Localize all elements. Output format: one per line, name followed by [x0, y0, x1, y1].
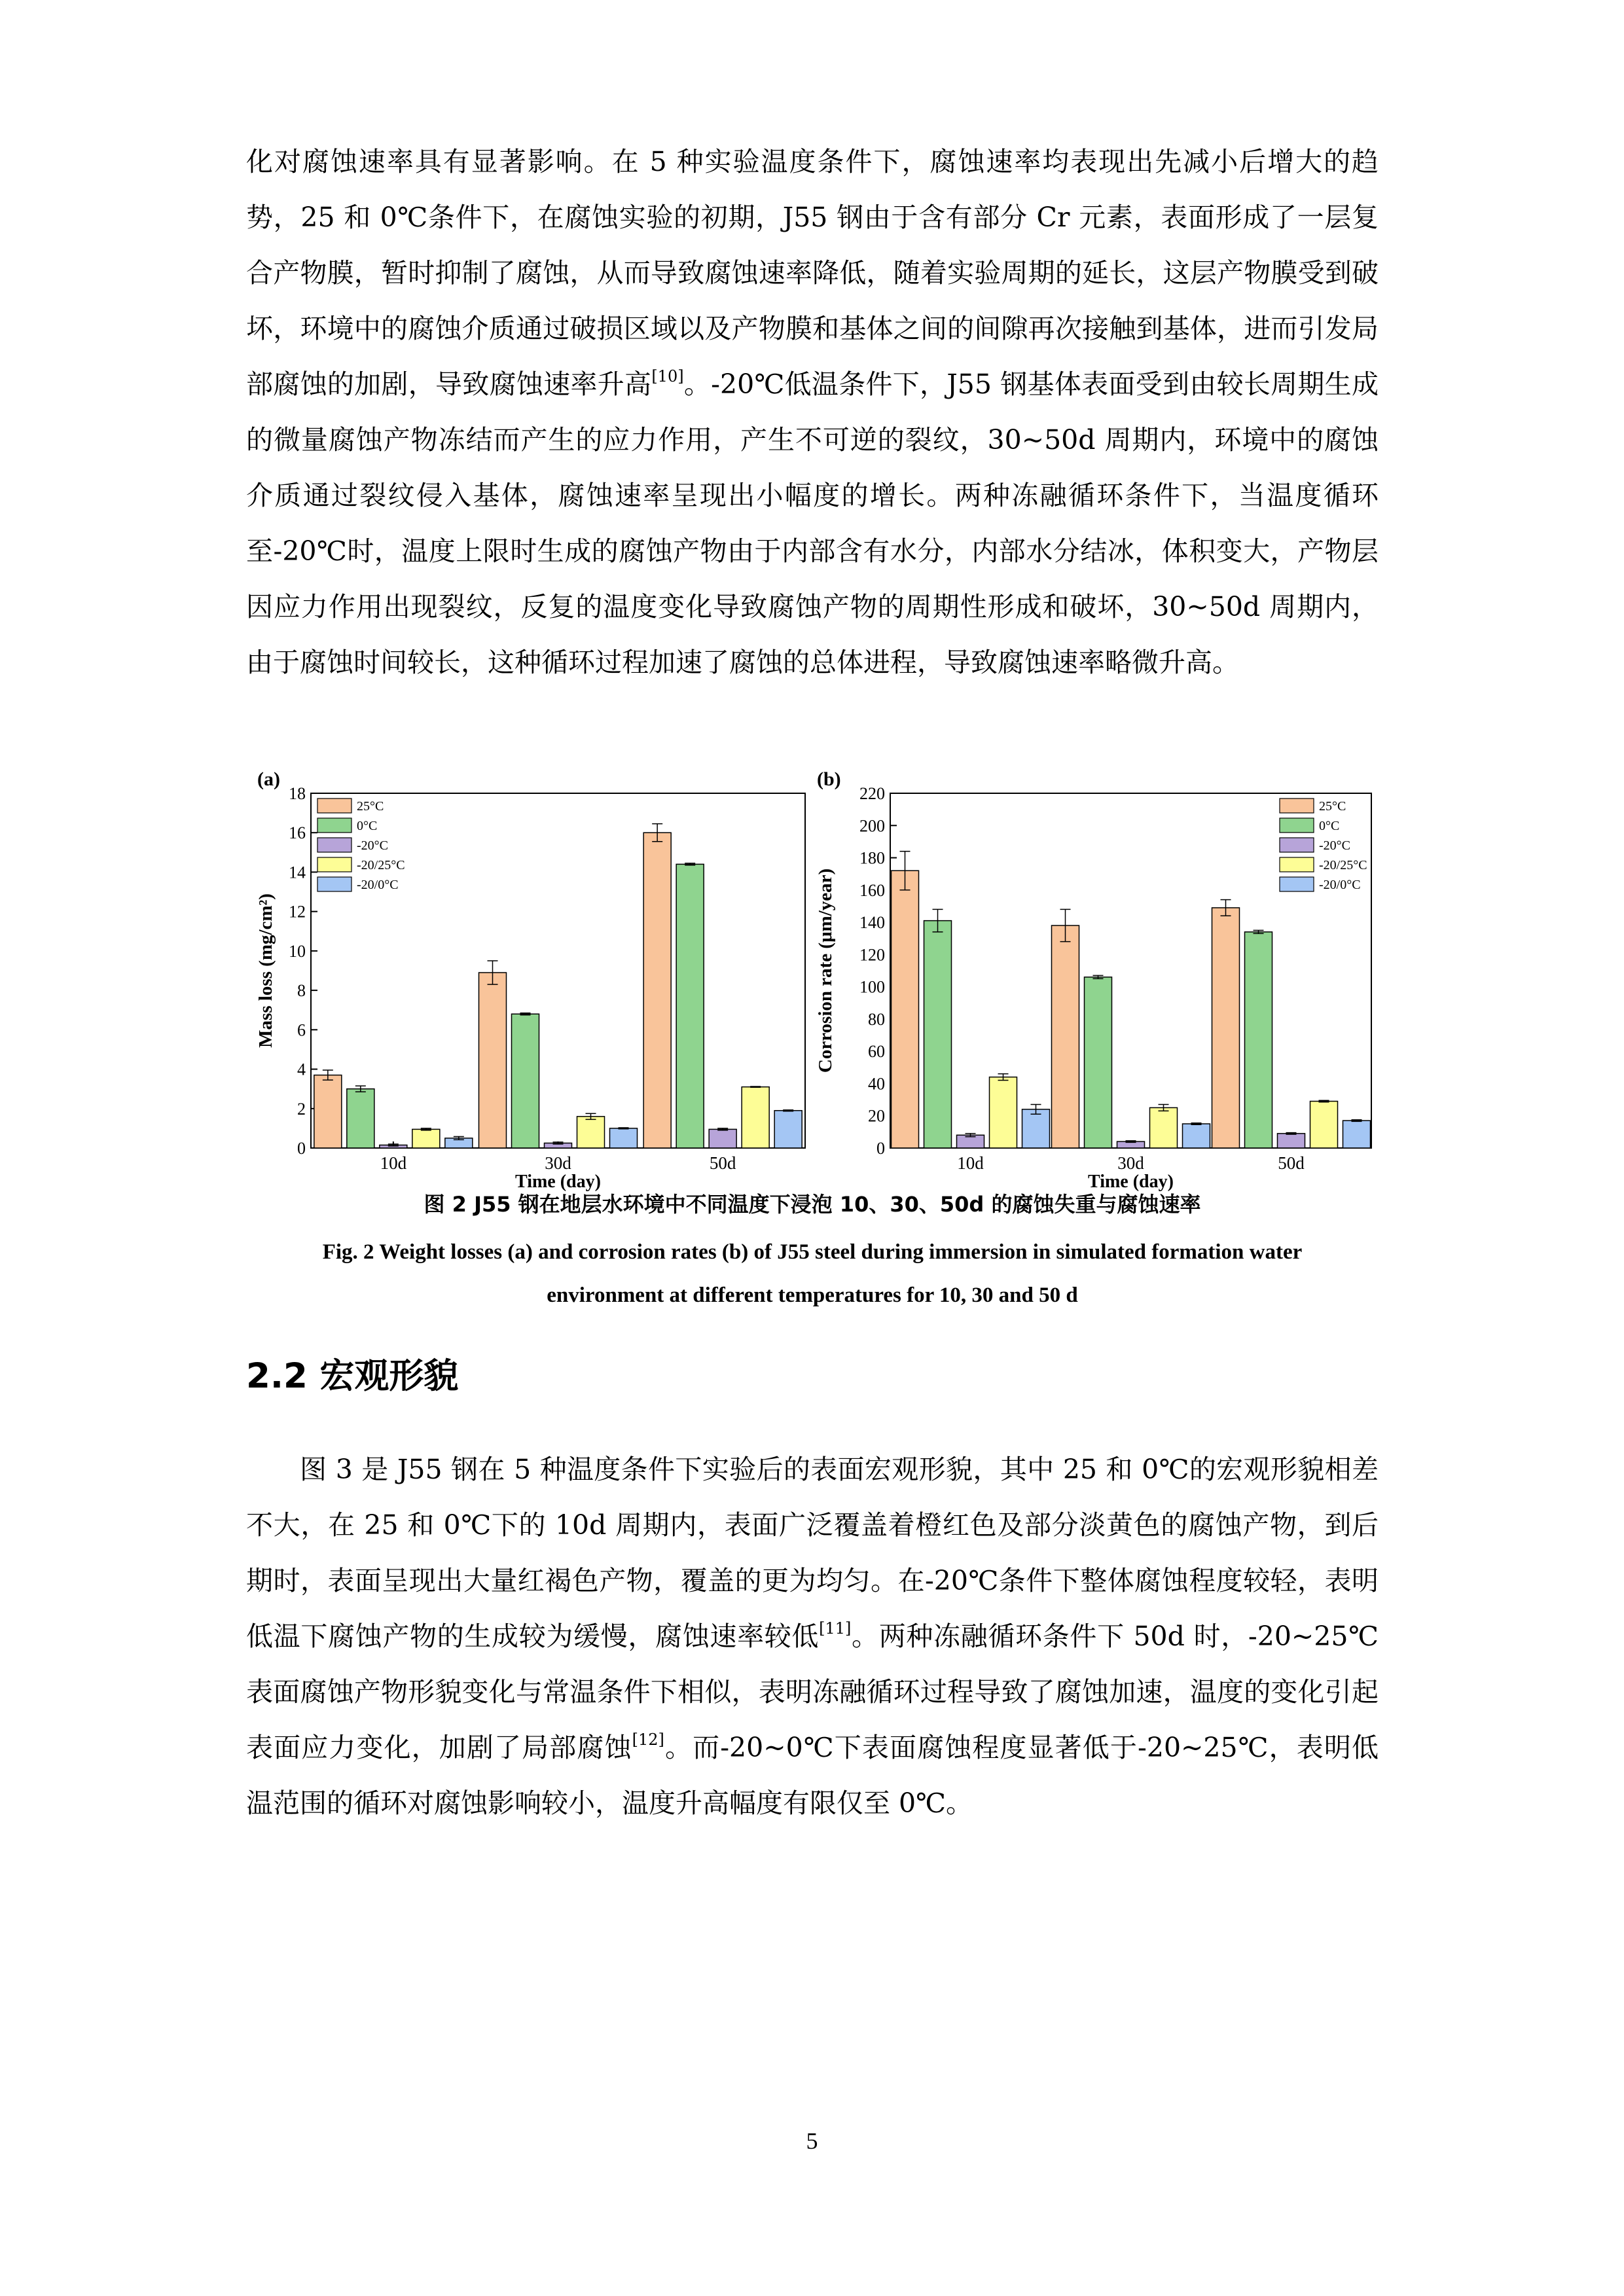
- x-tick-label: 10d: [380, 1153, 407, 1173]
- x-tick-label: 50d: [1278, 1153, 1305, 1173]
- bar--20/0°C-50d: [774, 1111, 802, 1148]
- y-tick-label: 80: [868, 1009, 885, 1029]
- paragraph-1: [246, 134, 1379, 691]
- legend-swatch-0°C: [1280, 818, 1314, 833]
- bar--20/25°C-30d: [1150, 1107, 1178, 1148]
- bar-25°C-10d: [892, 870, 919, 1148]
- legend-label: 0°C: [1319, 819, 1340, 833]
- y-tick-label: 60: [868, 1042, 885, 1062]
- figure-caption-en-line1: Fig. 2 Weight losses (a) and corrosion rates (b) of J55 steel during immersion in simulated formation water: [322, 1240, 1303, 1264]
- y-axis-label: Corrosion rate (μm/year): [815, 868, 836, 1073]
- legend-label: -20/0°C: [1319, 878, 1361, 892]
- bar-0°C-30d: [1085, 977, 1112, 1148]
- bar-0°C-50d: [1245, 932, 1272, 1148]
- y-tick-label: 12: [289, 902, 306, 922]
- legend-swatch--20°C: [317, 838, 352, 852]
- x-axis-label: Time (day): [1088, 1172, 1174, 1192]
- x-tick-label: 10d: [957, 1153, 984, 1173]
- bar--20/25°C-30d: [577, 1117, 605, 1148]
- figure-caption-cn: 图 2 J55 钢在地层水环境中不同温度下浸泡 10、30、50d 的腐蚀失重与腐蚀速率: [424, 1192, 1201, 1217]
- paragraph-2: [246, 1442, 1379, 1831]
- citation-10[interactable]: [10]: [651, 367, 684, 386]
- bar-25°C-30d: [1052, 925, 1079, 1148]
- y-tick-label: 160: [859, 880, 885, 900]
- y-tick-label: 220: [859, 784, 885, 803]
- bar-25°C-10d: [314, 1075, 342, 1148]
- paragraph-2-text-cont: 。两种冻融循环条件下 50d 时，-20~25℃表面腐蚀产物形貌变化与常温条件下相似，表明冻融循环过程导致了腐蚀加速，温度的变化引起表面应力变化，加剧了局部腐蚀: [246, 1621, 1379, 1763]
- x-tick-label: 50d: [709, 1153, 736, 1173]
- y-axis-label: Mass loss (mg/cm²): [255, 893, 276, 1048]
- y-tick-label: 200: [859, 816, 885, 836]
- bar-25°C-50d: [1212, 908, 1240, 1148]
- bar-0°C-10d: [347, 1089, 374, 1148]
- citation-11[interactable]: [11]: [819, 1619, 852, 1638]
- y-tick-label: 0: [876, 1139, 885, 1158]
- y-tick-label: 100: [859, 977, 885, 997]
- paragraph-2-text: 图 3 是 J55 钢在 5 种温度条件下实验后的表面宏观形貌，其中 25 和 0℃的宏观形貌相差不大，在 25 和 0℃下的 10d 周期内，表面广泛覆盖着橙红色及部分淡黄色的腐蚀产物，到后期时，表面呈现出大量红褐色产物，覆盖的更为均匀。在-20℃条件下整体腐蚀程度较轻，表明低温下腐蚀产物的生成较为缓慢，腐蚀速率较低: [246, 1454, 1379, 1652]
- panel-label: (a): [257, 768, 280, 790]
- bar-25°C-50d: [643, 833, 671, 1148]
- bar-0°C-10d: [924, 921, 952, 1148]
- legend-label: -20/25°C: [357, 858, 405, 872]
- citation-12[interactable]: [12]: [632, 1731, 664, 1749]
- legend-swatch--20/0°C: [317, 877, 352, 891]
- bar--20/0°C-30d: [1183, 1124, 1210, 1148]
- chart-mass-loss: [252, 766, 821, 1198]
- paragraph-2-text-end: 。而-20~0℃下表面腐蚀程度显著低于-20~25℃，表明低温范围的循环对腐蚀影响较小，温度升高幅度有限仅至 0℃。: [246, 1732, 1379, 1819]
- y-tick-label: 180: [859, 848, 885, 868]
- figure-caption-en-line2: environment at different temperatures for 10, 30 and 50 d: [547, 1283, 1078, 1307]
- y-tick-label: 120: [859, 945, 885, 965]
- bar-25°C-30d: [479, 973, 507, 1148]
- page-number: 5: [806, 2128, 818, 2154]
- y-tick-label: 40: [868, 1074, 885, 1094]
- bar--20/25°C-50d: [1310, 1102, 1338, 1148]
- legend-swatch--20/25°C: [317, 857, 352, 872]
- bar--20/25°C-50d: [742, 1087, 769, 1148]
- figure-caption-en: [246, 1230, 1379, 1317]
- y-tick-label: 18: [289, 784, 306, 803]
- y-tick-label: 2: [297, 1099, 306, 1119]
- bar--20/0°C-30d: [610, 1128, 638, 1148]
- paragraph-1-text: 化对腐蚀速率具有显著影响。在 5 种实验温度条件下，腐蚀速率均表现出先减小后增大的趋势，25 和 0℃条件下，在腐蚀实验的初期，J55 钢由于含有部分 Cr 元素，表面形成了一层复合产物膜，暂时抑制了腐蚀，从而导致腐蚀速率降低，随着实验周期的延长，这层产物膜受到破坏，环境中的腐蚀介质通过破损区域以及产物膜和基体之间的间隙再次接触到基体，进而引发局部腐蚀的加剧，导致腐蚀速率升高: [246, 146, 1379, 400]
- y-tick-label: 140: [859, 913, 885, 933]
- chart-corrosion-rate: [812, 766, 1388, 1198]
- y-tick-label: 14: [289, 863, 306, 882]
- bar--20°C-50d: [709, 1129, 736, 1148]
- section-heading: 2.2 宏观形貌: [246, 1356, 459, 1396]
- panel-label: (b): [817, 768, 841, 790]
- legend-label: -20/0°C: [357, 878, 399, 892]
- legend-label: -20°C: [357, 838, 388, 853]
- y-tick-label: 20: [868, 1106, 885, 1126]
- y-tick-label: 8: [297, 981, 306, 1001]
- x-tick-label: 30d: [1117, 1153, 1144, 1173]
- legend-label: -20/25°C: [1319, 858, 1367, 872]
- legend-swatch--20°C: [1280, 838, 1314, 852]
- legend-label: 0°C: [357, 819, 378, 833]
- bar--20°C-50d: [1278, 1134, 1305, 1148]
- bar-0°C-30d: [512, 1014, 539, 1148]
- bar-0°C-50d: [676, 864, 704, 1148]
- y-tick-label: 10: [289, 941, 306, 961]
- legend-label: -20°C: [1319, 838, 1350, 853]
- paragraph-1-text-cont: 。-20℃低温条件下，J55 钢基体表面受到由较长周期生成的微量腐蚀产物冻结而产生的应力作用，产生不可逆的裂纹，30~50d 周期内，环境中的腐蚀介质通过裂纹侵入基体，腐蚀速率呈现出小幅度的增长。两种冻融循环条件下，当温度循环至-20℃时，温度上限时生成的腐蚀产物由于内部含有水分，内部水分结冰，体积变大，产物层因应力作用出现裂纹，反复的温度变化导致腐蚀产物的周期性形成和破坏，30~50d 周期内，由于腐蚀时间较长，这种循环过程加速了腐蚀的总体进程，导致腐蚀速率略微升高。: [246, 368, 1379, 678]
- x-axis-label: Time (day): [515, 1172, 601, 1192]
- x-tick-label: 30d: [545, 1153, 571, 1173]
- bar--20/0°C-10d: [1022, 1109, 1050, 1148]
- legend-swatch--20/25°C: [1280, 857, 1314, 872]
- legend-swatch-25°C: [317, 798, 352, 813]
- legend-swatch--20/0°C: [1280, 877, 1314, 891]
- legend-swatch-25°C: [1280, 798, 1314, 813]
- y-tick-label: 0: [297, 1139, 306, 1158]
- bar--20/25°C-10d: [412, 1129, 440, 1148]
- y-tick-label: 4: [297, 1060, 306, 1079]
- legend-swatch-0°C: [317, 818, 352, 833]
- legend-label: 25°C: [357, 799, 384, 814]
- bar--20/0°C-50d: [1343, 1121, 1371, 1148]
- y-tick-label: 16: [289, 823, 306, 843]
- y-tick-label: 6: [297, 1020, 306, 1040]
- bar--20/25°C-10d: [990, 1077, 1017, 1148]
- legend-label: 25°C: [1319, 799, 1346, 814]
